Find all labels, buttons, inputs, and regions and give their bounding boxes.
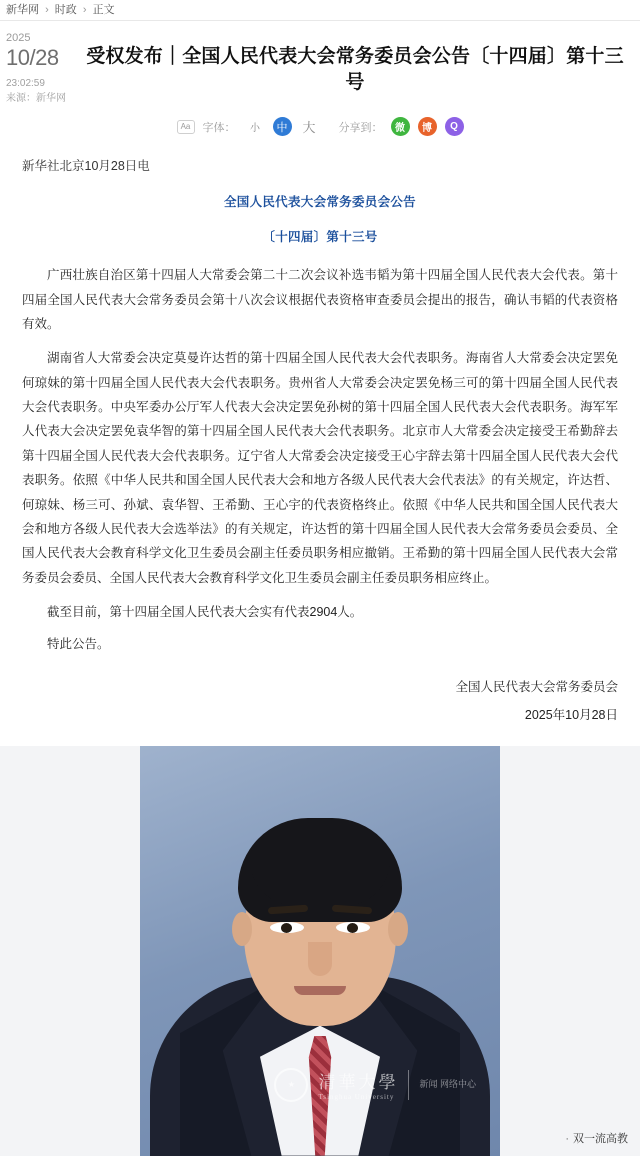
portrait-photo	[140, 746, 500, 1156]
publish-year: 2025	[6, 32, 31, 45]
hair-shape	[238, 818, 402, 922]
article-body	[0, 146, 640, 746]
share-label: 分享到：	[338, 121, 383, 134]
watermark-text	[318, 1068, 398, 1101]
watermark-right: 新闻 网络中心	[419, 1078, 476, 1089]
mouth-shape	[294, 986, 346, 995]
eye-left-shape	[270, 922, 304, 933]
page-title: 受权发布｜全国人民代表大会常务委员会公告〔十四届〕第十三号	[86, 45, 624, 94]
qq-share-icon[interactable]: Q	[445, 117, 464, 136]
photo-watermark	[274, 1068, 476, 1102]
publish-monthday: 10/28	[6, 45, 59, 71]
ear-left-shape	[232, 912, 252, 946]
document-signature: 全国人民代表大会常务委员会	[455, 679, 618, 694]
breadcrumb-separator: ›	[82, 4, 87, 16]
article-paragraph: 特此公告。	[47, 637, 110, 652]
watermark-divider	[408, 1070, 409, 1100]
font-size-large-button[interactable]: 大	[302, 120, 316, 136]
wechat-share-icon[interactable]: 微	[391, 117, 410, 136]
breadcrumb-item-section[interactable]: 时政	[54, 4, 77, 16]
article-toolbar	[0, 115, 640, 146]
font-size-medium-button[interactable]: 中	[273, 117, 292, 136]
watermark-cn: 清華大學	[318, 1073, 399, 1093]
document-heading: 全国人民代表大会常务委员会公告	[223, 195, 416, 210]
publish-date-block	[6, 29, 78, 105]
breadcrumb-item-site[interactable]: 新华网	[6, 4, 39, 16]
weibo-share-icon[interactable]: 博	[418, 117, 437, 136]
font-size-label: 字体：	[202, 121, 236, 134]
article-paragraph: 湖南省人大常委会决定莫曼许达哲的第十四届全国人民代表大会代表职务。海南省人大常委会决定罢免何琼妹的第十四届全国人民代表大会代表职务。贵州省人大常委会决定罢免杨三可的第十四届全国人民代表大会代表职务。中央军委办公厅军人代表大会决定罢免孙树的第十四届全国人民代表大会代表职务。海军军人代表大会决定罢免袁华智的第十四届全国人民代表大会代表职务。北京市人大常委会决定接受王希勤辞去第十四届全国人民代表大会代表职务。辽宁省人大常委会决定接受王心宇辞去第十四届全国人民代表大会代表职务。依照《中华人民共和国全国人民代表大会和地方各级人民代表大会代表法》的有关规定，许达哲、何琼妹、杨三可、孙斌、袁华智、王希勤、王心宇的代表资格终止。依照《中华人民共和国全国人民代表大会和地方各级人民代表大会选举法》的有关规定，许达哲的第十四届全国人民代表大会常务委员会委员、全国人民代表大会教育科学文化卫生委员会副主任委员职务相应撤销。王希勤的第十四届全国人民代表大会常务委员会委员、全国人民代表大会教育科学文化卫生委员会副主任委员职务相应终止。	[22, 351, 618, 585]
article-header	[0, 21, 640, 115]
font-size-small-button[interactable]: 小	[250, 123, 260, 135]
article-dateline: 新华社北京10月28日电	[22, 159, 150, 174]
article-photo	[0, 746, 640, 1156]
breadcrumb	[0, 0, 640, 21]
breadcrumb-item-current: 正文	[92, 4, 115, 16]
article-paragraph: 截至目前，第十四届全国人民代表大会实有代表2904人。	[47, 605, 363, 620]
document-subheading: 〔十四届〕第十三号	[262, 229, 378, 244]
title-wrap	[78, 29, 630, 109]
nose-shape	[308, 942, 332, 976]
university-seal-icon: ★	[274, 1068, 308, 1102]
caption-bullet-icon: ·	[565, 1132, 569, 1145]
breadcrumb-separator: ›	[45, 4, 49, 16]
publish-source: 来源：新华网	[6, 92, 66, 104]
publish-time: 23:02:59	[6, 77, 45, 89]
ear-right-shape	[388, 912, 408, 946]
photo-caption	[565, 1130, 628, 1146]
article-paragraph: 广西壮族自治区第十四届人大常委会第二十二次会议补选韦韬为第十四届全国人民代表大会代表。第十四届全国人民代表大会常务委员会第十八次会议根据代表资格审查委员会提出的报告，确认韦韬的代表资格有效。	[22, 268, 618, 331]
watermark-en: Tsinghua University	[318, 1093, 395, 1102]
font-size-icon: Aa	[177, 120, 195, 134]
eye-right-shape	[336, 922, 370, 933]
document-signature-date: 2025年10月28日	[524, 708, 618, 723]
caption-text: 双一流高教	[573, 1132, 628, 1145]
